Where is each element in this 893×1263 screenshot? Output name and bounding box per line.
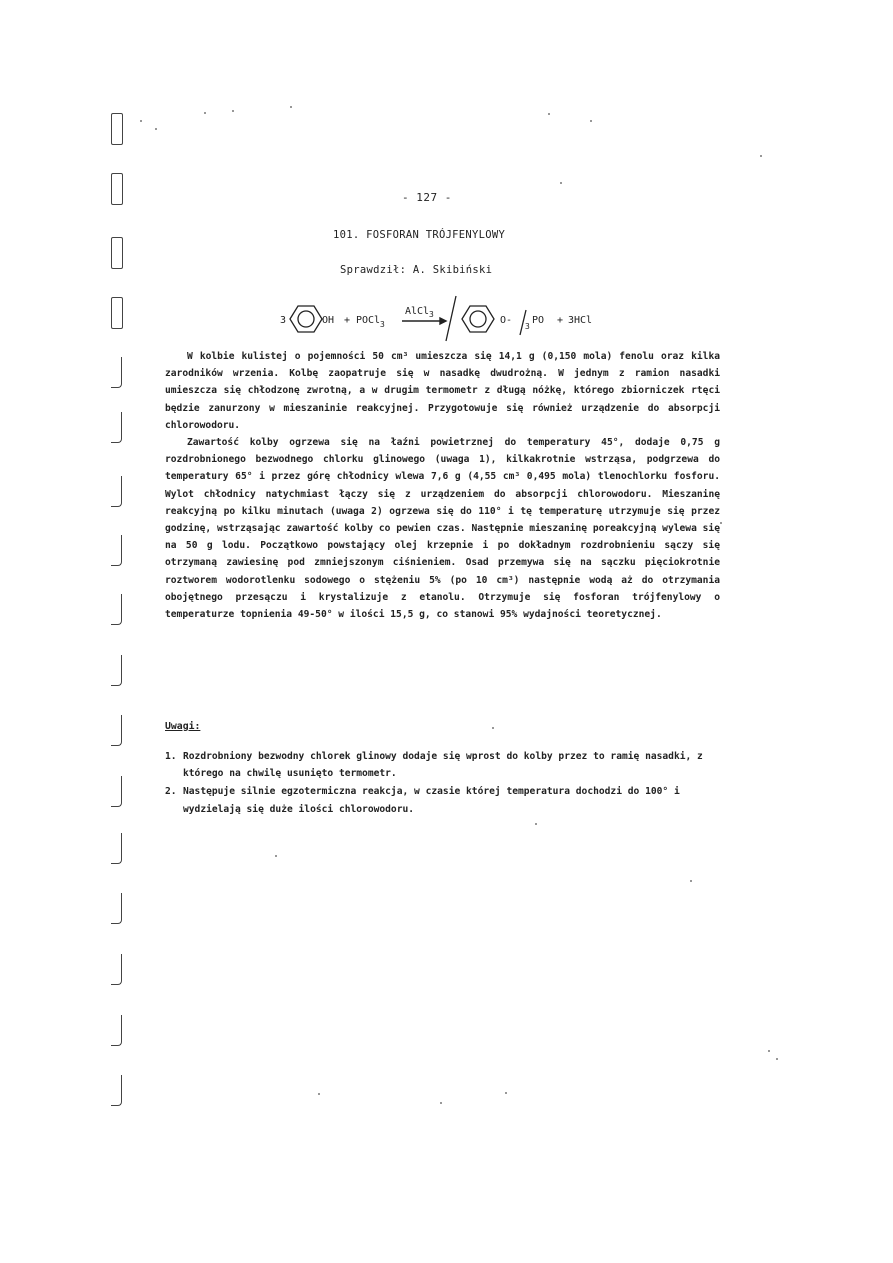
byproduct: 3HCl — [568, 315, 593, 326]
note-item — [165, 748, 720, 782]
benzene-ring-icon — [462, 306, 494, 332]
binding-mark — [111, 1015, 122, 1046]
binding-mark — [111, 535, 122, 566]
binding-mark — [111, 594, 122, 625]
product-subscript: 3 — [525, 322, 530, 331]
procedure-text — [165, 348, 720, 623]
page-number: - 127 - — [402, 191, 452, 204]
product-tail: PO — [532, 315, 545, 326]
scan-speck — [505, 1092, 507, 1094]
binding-mark — [111, 715, 122, 746]
note-text: Następuje silnie egzotermiczna reakcja, w czasie której temperatura dochodzi do 100° i wydzielają się duże ilości chlorowodoru. — [183, 786, 680, 815]
reagent-subscript: 3 — [380, 320, 385, 329]
binding-mark — [111, 237, 123, 269]
notes-list — [165, 748, 720, 819]
scan-speck — [776, 1058, 778, 1060]
reagent: POCl — [356, 315, 381, 326]
scan-speck — [492, 727, 494, 729]
product-link: O- — [500, 315, 513, 326]
note-text: Rozdrobniony bezwodny chlorek glinowy dodaje się wprost do kolby przez to ramię nasadki, z którego na chwilę usunięto termometr. — [183, 751, 703, 780]
scan-speck — [275, 855, 277, 857]
reactant-coefficient: 3 — [280, 315, 287, 326]
binding-mark — [111, 954, 122, 985]
binding-mark — [111, 412, 122, 443]
product-bracket-open — [446, 296, 456, 341]
notes-heading: Uwagi: — [165, 721, 201, 732]
binding-mark — [111, 833, 122, 864]
scan-speck — [290, 106, 292, 108]
benzene-ring-icon — [290, 306, 322, 332]
binding-mark — [111, 1075, 122, 1106]
scan-speck — [768, 1050, 770, 1052]
page-title: 101. FOSFORAN TRÓJFENYLOWY — [333, 229, 506, 241]
scan-speck — [535, 823, 537, 825]
binding-mark — [111, 776, 122, 807]
reaction-equation — [278, 293, 618, 347]
paragraph-setup: W kolbie kulistej o pojemności 50 cm³ umieszcza się 14,1 g (0,150 mola) fenolu oraz kilka zarodników wrzenia. Kolbę zaopatruje się w nasadkę dwudrożną. W jednym z ramion nasadki umieszcza się chłodzonę zwrotną, a w drugim termometr z długą nóżkę, którego zbiorniczek rtęci będzie zanurzony w mieszaninie reakcyjnej. Przygotowuje się również urządzenie do absorpcji chlorowodoru. — [165, 351, 720, 431]
note-number: 1. — [165, 751, 177, 762]
note-item — [165, 783, 720, 817]
reaction-arrow-icon — [402, 318, 446, 324]
scan-speck — [440, 1102, 442, 1104]
binding-mark — [111, 113, 123, 145]
catalyst: AlCl — [405, 306, 430, 317]
binding-mark — [111, 173, 123, 205]
paragraph-procedure: Zawartość kolby ogrzewa się na łaźni powietrznej do temperatury 45°, dodaje 0,75 g rozdrobnionego bezwodnego chlorku glinowego (uwaga 1), kilkakrotnie wstrząsa, podgrzewa do temperatury 65° i przez górę chłodnicy wlewa 7,6 g (4,55 cm³ 0,495 mola) tlenochlorku fosforu. Wylot chłodnicy natychmiast łączy się z urządzeniem do absorpcji chlorowodoru. Mieszaninę reakcyjną po kilku minutach (uwaga 2) ogrzewa się do 110° i tę temperaturę utrzymuje się przez godzinę, wstrząsając zawartość kolby co pewien czas. Następnie mieszaninę poreakcyjną wylewa się na 50 g lodu. Początkowo powstający olej krzepnie i po dokładnym rozdrobnieniu sączy się otrzymaną zawiesinę pod zmniejszonym ciśnieniem. Osad przemywa się na sączku pięciokrotnie roztworem wodorotlenku sodowego o stężeniu 5% (po 10 cm³) następnie wodą aż do otrzymania obojętnego przesączu i krystalizuje z etanolu. Otrzymuje się fosforan trójfenylowy o temperaturze topnienia 49-50° w ilości 15,5 g, co stanowi 95% wydajności teoretycznej. — [165, 437, 720, 621]
scan-speck — [560, 182, 562, 184]
reactant-group: OH — [322, 315, 335, 326]
scan-speck — [548, 113, 550, 115]
plus-sign-2: + — [557, 315, 564, 326]
scan-speck — [140, 120, 142, 122]
binding-mark — [111, 476, 122, 507]
plus-sign-1: + — [344, 315, 351, 326]
scan-speck — [232, 110, 234, 112]
catalyst-subscript: 3 — [429, 310, 434, 319]
binding-mark — [111, 297, 123, 329]
scan-speck — [590, 120, 592, 122]
scan-speck — [318, 1093, 320, 1095]
scan-speck — [760, 155, 762, 157]
checked-by: Sprawdził: A. Skibiński — [340, 264, 493, 276]
note-number: 2. — [165, 786, 177, 798]
binding-mark — [111, 893, 122, 924]
scan-speck — [690, 880, 692, 882]
scan-speck — [204, 112, 206, 114]
binding-mark — [111, 655, 122, 686]
binding-mark — [111, 357, 122, 388]
scan-speck — [720, 522, 722, 524]
scan-speck — [155, 128, 157, 130]
